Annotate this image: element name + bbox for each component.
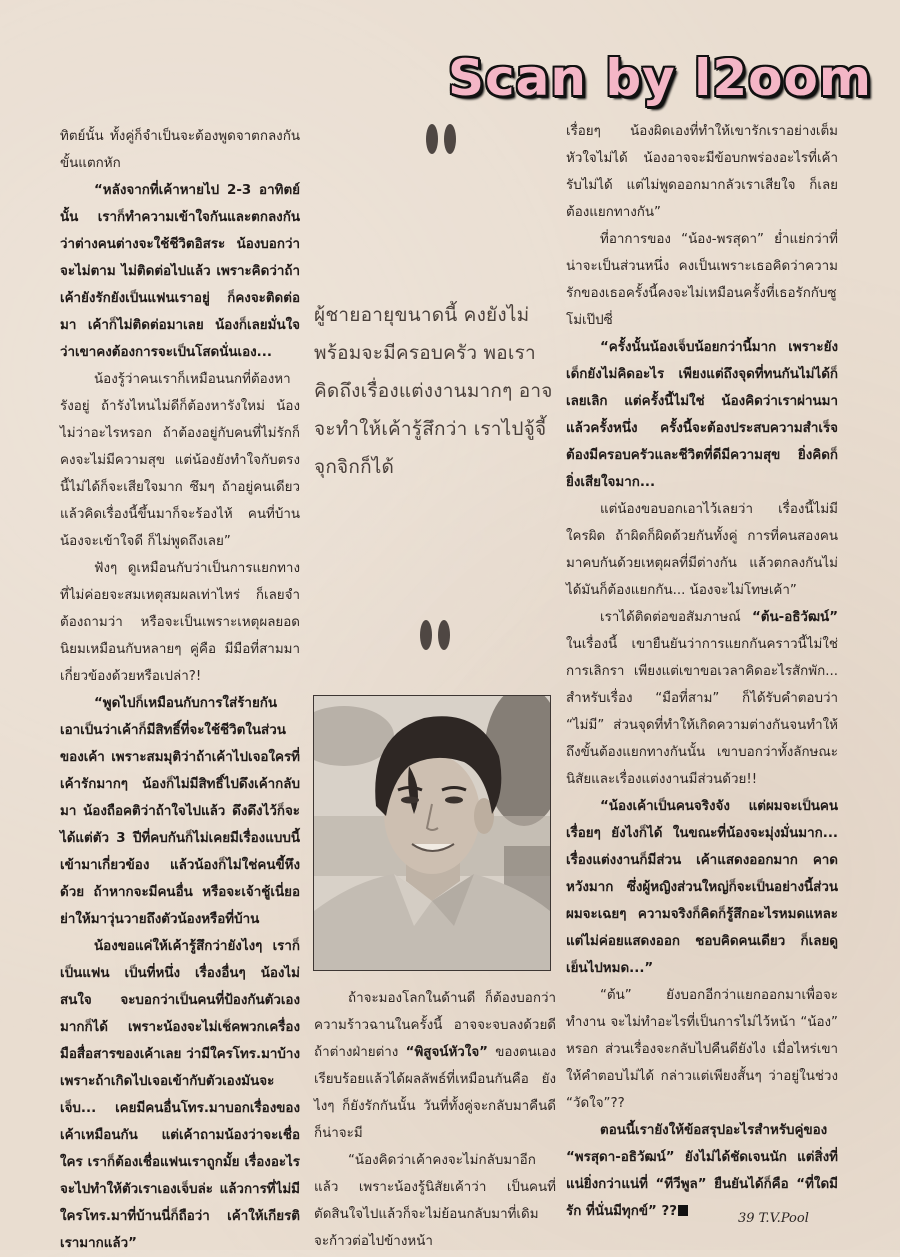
text-run: “ต้น” ยังบอกอีกว่าแยกออกมาเพื่อจะทำงาน จะไม่ทำอะไรที่เป็นการไม่ไว้หน้า “น้อง” หรอก ส่วนเรื่องจะกลับไปคืนดียังไง เมื่อไหร่เขาให้คำตอบไม่ได้ กล่าวแต่เพียงสั้นๆ ว่าอยู่ในช่วง “วัดใจ”??: [566, 988, 838, 1111]
quote-paragraph: “หลังจากที่เค้าหายไป 2-3 อาทิตย์นั้น เราก็ทำความเข้าใจกันและตกลงกันว่าต่างคนต่างจะใช้ชีวิตอิสระ น้องบอกว่าจะไม่ตาม ไม่ติดต่อไปแล้ว เพราะคิดว่าถ้าเค้ายังรักยังเป็นแฟนเราอยู่ ก็คงจะติดต่อมา เค้าก็ไม่ติดต่อมาเลย น้องก็เลยมั่นใจว่าเขาคงต้องการจะเป็นโสดนั่นเอง...: [60, 183, 300, 360]
end-of-article-square-icon: [678, 1205, 688, 1216]
middle-text-column: [314, 985, 556, 1255]
emphasis-text: “พิสูจน์หัวใจ”: [405, 1045, 488, 1060]
text-run: ถ้าจะมองโลกในด้านดี ก็ต้องบอกว่าความร้าวฉานในครั้งนี้ อาจจะจบลงด้วยดีถ้าต่างฝ่ายต่าง: [314, 991, 556, 1060]
left-text-column: [60, 123, 300, 1257]
text-run: ของตนเองเรียบร้อยแล้วได้ผลลัพธ์ที่เหมือนกันคือ ยังไงๆ ก็ยังรักกันนั้น วันที่ทั้งคู่จะกลับมาคืนดีก็น่าจะมี: [314, 1045, 557, 1141]
text-run: แต่น้องขอบอกเอาไว้เลยว่า เรื่องนี้ไม่มีใครผิด ถ้าผิดก็ผิดด้วยกันทั้งคู่ การที่คนสองคนมาคบกันด้วยเหตุผลที่มีต่างกัน แล้วตกลงกันไม่ได้มันก็ต้องแยกกัน... น้องจะไม่โทษเค้า”: [566, 502, 838, 598]
quote-paragraph: “พูดไปก็เหมือนกับการใส่ร้ายกัน เอาเป็นว่าเค้าก็มีสิทธิ์ที่จะใช้ชีวิตในส่วนของเค้า เพราะสมมุติว่าถ้าเค้าไปเจอใครที่เค้ารักมากๆ น้องก็ไม่มีสิทธิ์ไปดึงเค้ากลับมา น้องถือคติว่าถ้าใจไปแล้ว ดึงดึงไว้ก็จะได้แต่ตัว 3 ปีที่คบกันก็ไม่เคยมีเรื่องแบบนี้เข้ามาเกี่ยวข้อง แล้วน้องก็ไม่ใช่คนขี้หึงด้วย ถ้าหากจะมีคนอื่น หรือจะเจ้าชู้เนี่ยอย่าให้มาวุ่นวายถึงตัวน้องหรือที่บ้าน: [60, 696, 300, 927]
paragraph: [566, 496, 838, 604]
paragraph: [314, 985, 556, 1147]
quote-paragraph: น้องขอแค่ให้เค้ารู้สึกว่ายังไงๆ เราก็เป็นแฟน เป็นที่หนึ่ง เรื่องอื่นๆ น้องไม่สนใจ จะบอกว่าเป็นคนที่ป้องกันตัวเองมากก็ได้ เพราะน้องจะไม่เช็คพวกเครื่องมือสื่อสารของเค้าเลย ว่ามีใครโทร.มาบ้าง เพราะถ้าเกิดไปเจอเข้ากับตัวเองมันจะเจ็บ... เคยมีคนอื่นโทร.มาบอกเรื่องของเค้าเหมือนกัน แต่เค้าถามน้องว่าจะเชื่อใคร เราก็ต้องเชื่อแฟนเราถูกมั้ย เรื่องอะไรจะไปทำให้ตัวเราเองเจ็บล่ะ แล้วการที่ไม่มีใครโทร.มาที่บ้านนี่ก็ถือว่า เค้าให้เกียรติเรามากแล้ว”: [60, 939, 300, 1251]
right-text-column: [566, 118, 838, 1225]
closing-paragraph: [566, 1117, 838, 1225]
text-run: “น้องคิดว่าเค้าคงจะไม่กลับมาอีกแล้ว เพราะน้องรู้นิสัยเค้าว่า เป็นคนที่ตัดสินใจไปแล้วก็จะไม่ย้อนกลับมาที่เดิม จะก้าวต่อไปข้างหน้า: [314, 1153, 556, 1249]
text-run: เราได้ติดต่อขอสัมภาษณ์: [600, 610, 752, 625]
paragraph: ฟังๆ ดูเหมือนกับว่าเป็นการแยกทางที่ไม่ค่อยจะสมเหตุสมผลเท่าไหร่ ก็เลยจำต้องถามว่า หรือจะเป็นเพราะเหตุผลยอดนิยมเหมือนกับหลายๆ คู่คือ มีมือที่สามมาเกี่ยวข้องด้วยหรือเปล่า?!: [60, 561, 300, 684]
quote-mark-icon: [420, 620, 456, 650]
quote-paragraph: [566, 334, 838, 496]
paragraph: [566, 982, 838, 1117]
paragraph: [314, 1147, 556, 1255]
page-folio: 39 T.V.Pool: [738, 1211, 809, 1226]
quote-paragraph: [566, 793, 838, 982]
portrait-photo: [313, 695, 551, 971]
text-run: ที่อาการของ “น้อง-พรสุดา” ย่ำแย่กว่าที่น่าจะเป็นส่วนหนึ่ง คงเป็นเพราะเธอคิดว่าความรักของเธอครั้งนี้คงจะไม่เหมือนครั้งที่เธอรักกับซูโม่เป๊ปซี่: [566, 232, 838, 328]
text-run: “ครั้งนั้นน้องเจ็บน้อยกว่านี้มาก เพราะยังเด็กยังไม่คิดอะไร เพียงแต่ถึงจุดที่ทนกันไม่ได้ก็เลยเลิก แต่ครั้งนี้ไม่ใช่ น้องคิดว่าเราผ่านมาแล้วครั้งหนึ่ง ครั้งนี้จะต้องประสบความสำเร็จ ต้องมีครอบครัวและชีวิตที่ดีมีความสุข ยิ่งคิดก็ยิ่งเสียใจมาก...: [566, 340, 838, 490]
text-run: ในเรื่องนี้ เขายืนยันว่าการแยกกันคราวนี้ไม่ใช่การเลิกรา เพียงแต่เขาขอเวลาคิดอะไรสักพัก... สำหรับเรื่อง “มือที่สาม” ก็ได้รับคำตอบว่า “ไม่มี” ส่วนจุดที่ทำให้เกิดความต่างกันจนทำให้ถึงขั้นต้องแยกทางกันนั้น เขาบอกว่าทั้งลักษณะนิสัยและเรื่องแต่งงานมีส่วนด้วย!!: [566, 637, 838, 787]
paragraph: [566, 226, 838, 334]
text-run: “น้องเค้าเป็นคนจริงจัง แต่ผมจะเป็นคนเรื่อยๆ ยังไงก็ได้ ในขณะที่น้องจะมุ่งมั่นมาก... เรื่องแต่งงานก็มีส่วน เค้าแสดงออกมาก คาดหวังมาก ซึ่งผู้หญิงส่วนใหญ่ก็จะเป็นอย่างนี้ส่วนผมจะเฉยๆ ความจริงก็คิดก็รู้สึกอะไรหมดแหละ แต่ไม่ค่อยแสดงออก ชอบคิดคนเดียว ก็เลยดูเย็นไปหมด...”: [566, 799, 838, 976]
emphasis-text: “ต้น-อธิวัฒน์”: [752, 610, 838, 625]
paragraph: [566, 118, 838, 226]
paragraph: [566, 604, 838, 793]
text-run: เรื่อยๆ น้องผิดเองที่ทำให้เขารักเราอย่างเต็มหัวใจไม่ได้ น้องอาจจะมีข้อบกพร่องอะไรที่เค้ารับไม่ได้ แต่ไม่พูดออกมากลัวเราเสียใจ ก็เลยต้องแยกทางกัน”: [566, 124, 838, 220]
quote-mark-icon: [426, 124, 462, 154]
pull-quote: ผู้ชายอายุขนาดนี้ คงยังไม่พร้อมจะมีครอบครัว พอเราคิดถึงเรื่องแต่งงานมากๆ อาจจะทำให้เค้ารู้สึกว่า เราไปจู้จี้จุกจิกก็ได้: [314, 304, 553, 478]
portrait-illustration: [314, 696, 550, 970]
paragraph: ทิตย์นั้น ทั้งคู่ก็จำเป็นจะต้องพูดจาตกลงกันขั้นแตกหัก: [60, 129, 300, 171]
scanner-watermark: Scan by l2oom: [448, 49, 872, 107]
text-run: ตอนนี้เรายังให้ข้อสรุปอะไรสำหรับคู่ของ “พรสุดา-อธิวัฒน์” ยังไม่ได้ชัดเจนนัก แต่สิ่งที่แน่ยิ่งกว่าแน่ที่ “ทีวีพูล” ยืนยันได้ก็คือ “ที่ใดมีรัก ที่นั่นมีทุกข์” ??: [566, 1123, 838, 1219]
paragraph: น้องรู้ว่าคนเราก็เหมือนนกที่ต้องหารังอยู่ ถ้ารังไหนไม่ดีก็ต้องหารังใหม่ น้องไม่ว่าอะไรหรอก ถ้าต้องอยู่กับคนที่ไม่รักก็คงจะไม่มีความสุข แต่น้องยังทำใจกับตรงนี้ไม่ได้ก็จะเสียใจมาก ซึมๆ ถ้าอยู่คนเดียวแล้วคิดเรื่องนี้ขึ้นมาก็จะร้องไห้ คนที่บ้านน้องจะเข้าใจดี ก็ไม่พูดถึงเลย”: [60, 372, 300, 549]
